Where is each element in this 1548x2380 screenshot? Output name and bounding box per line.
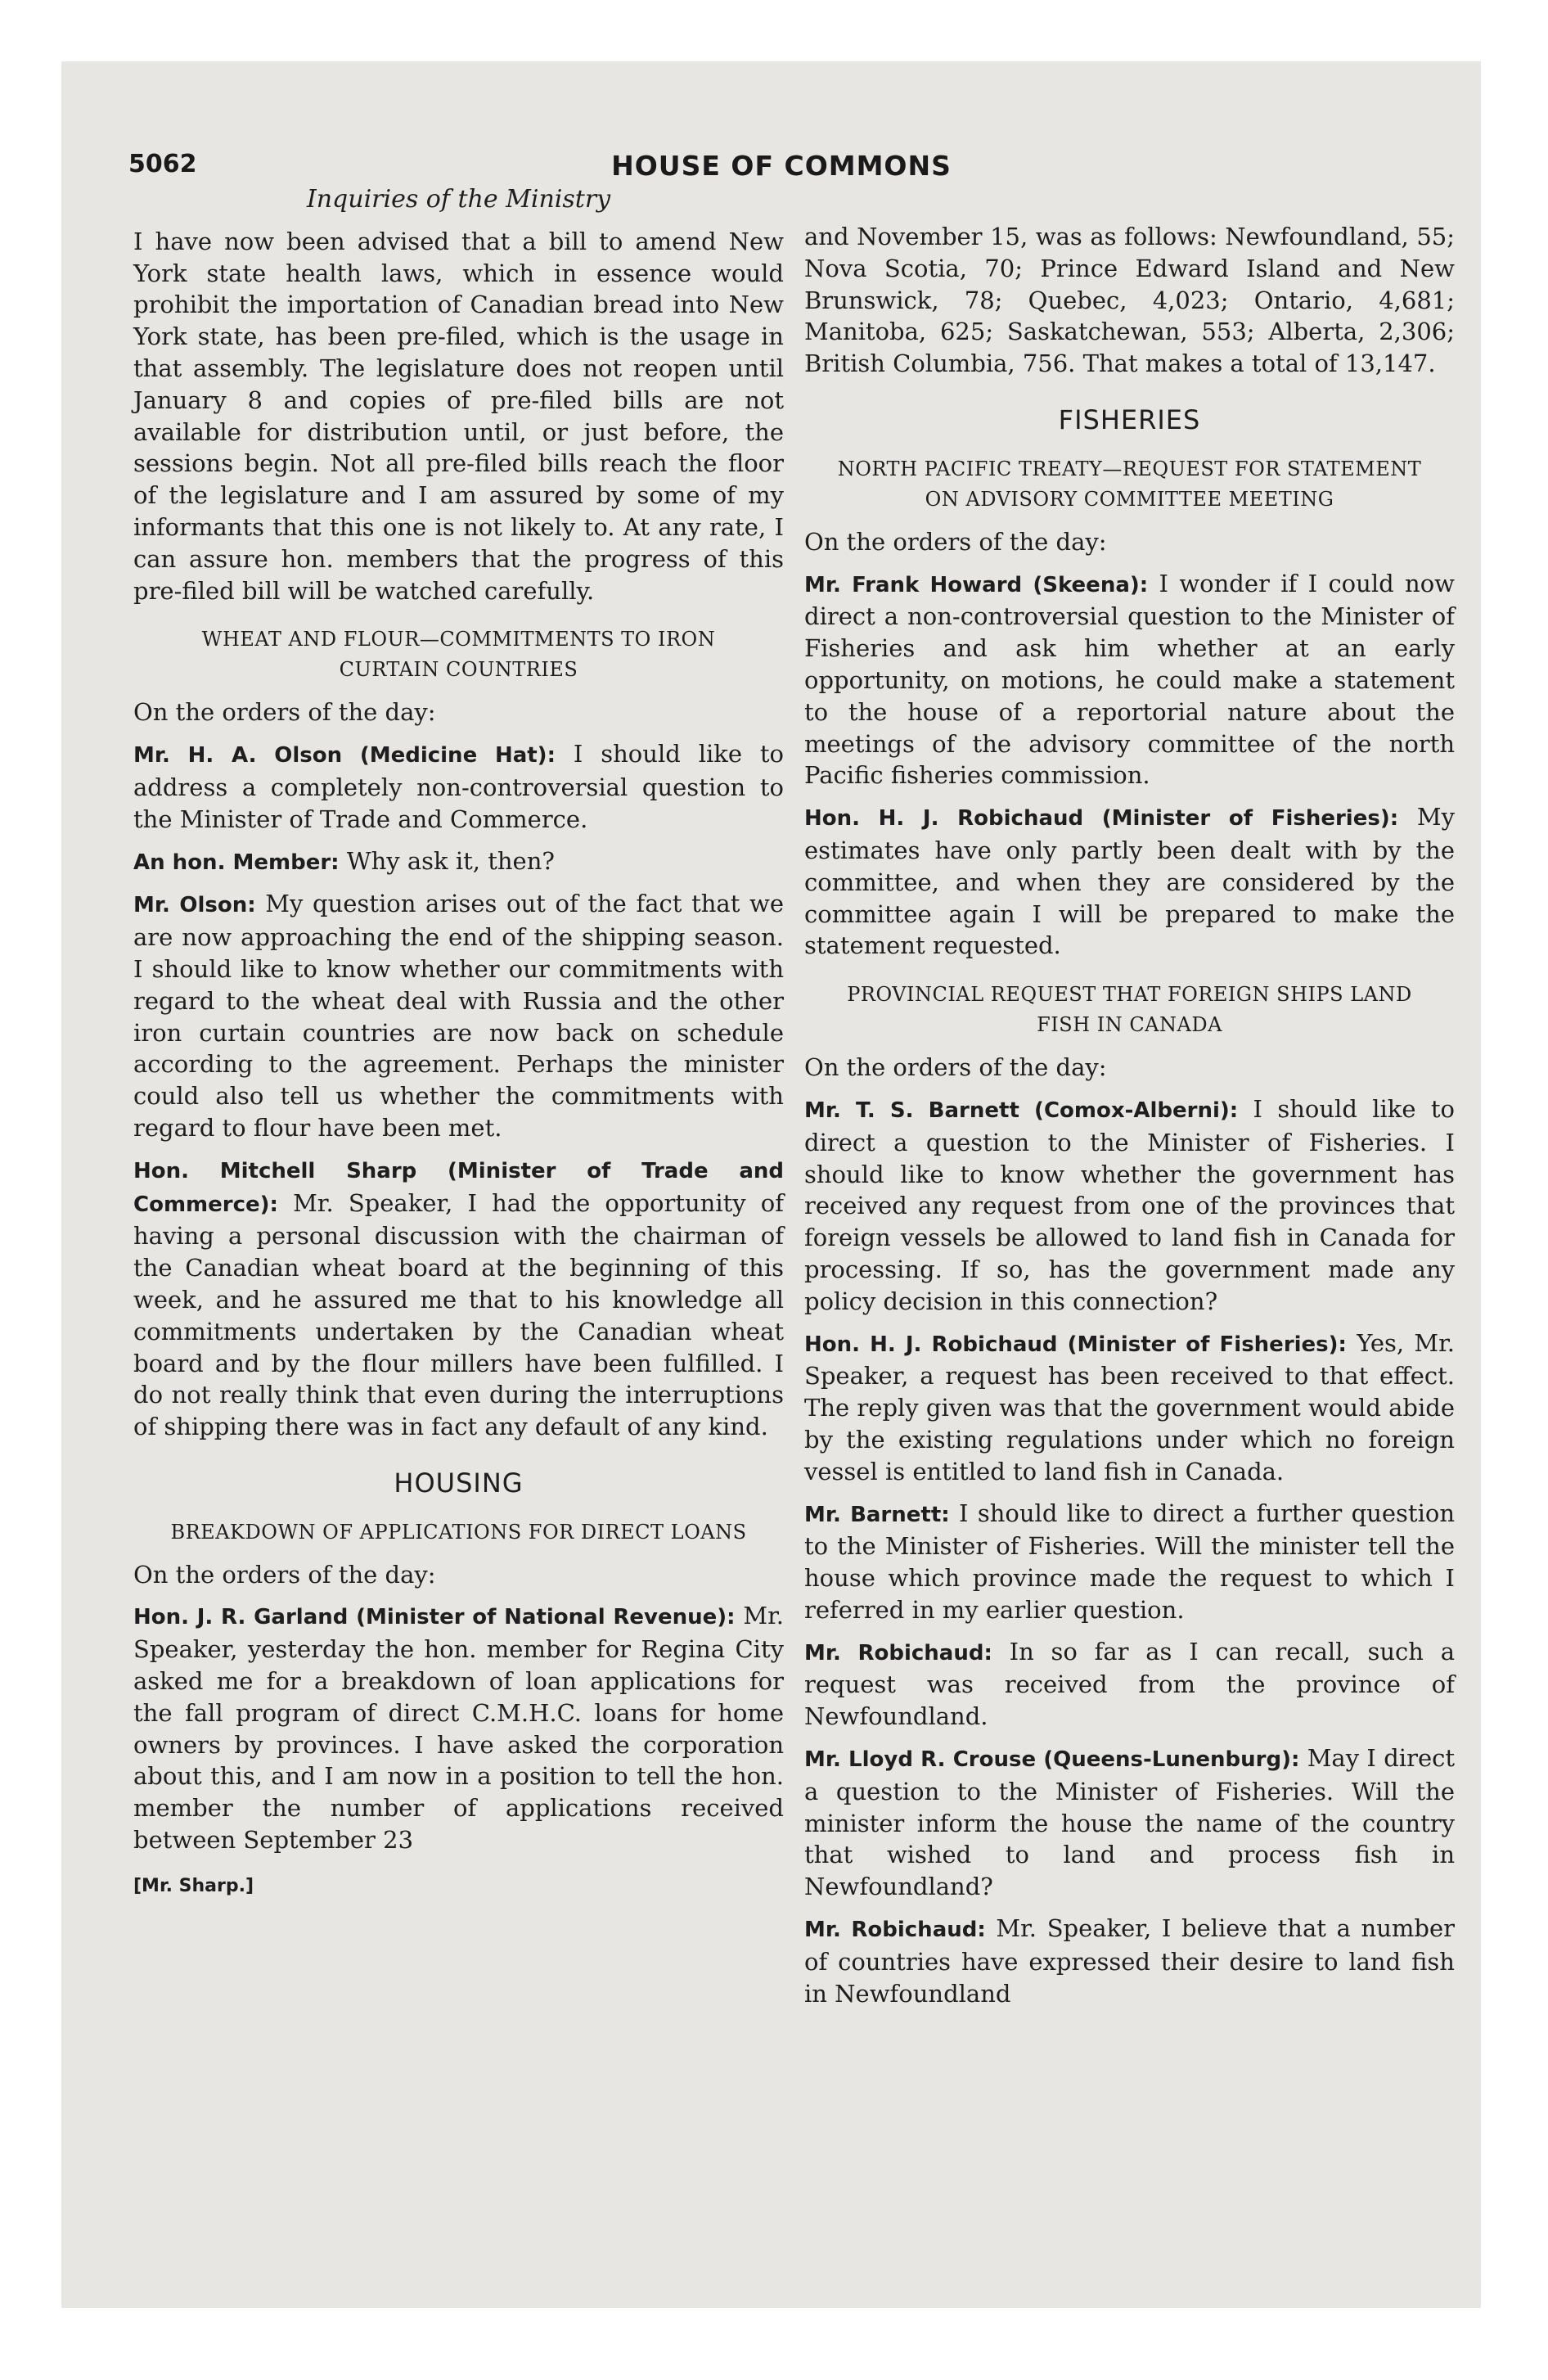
speech [804, 1636, 1455, 1733]
speech-text: Mr. Speaker, yesterday the hon. member for Regina City asked me for a breakdown of loan applications for the fall program of direct C.M.H.C. loans for home owners by provinces. I have asked the corporation about this, and I am now in a position to tell the hon. member the number of applications received between September 23 [133, 1602, 785, 1855]
paragraph: and November 15, was as follows: Newfoundland, 55; Nova Scotia, 70; Prince Edward Island and New Brunswick, 78; Quebec, 4,023; Ontario, 4,681; Manitoba, 625; Saskatchewan, 553; Alberta, 2,306; British Columbia, 756. That makes a total of 13,147. [804, 223, 1455, 378]
speech-text: My question arises out of the fact that we are now approaching the end of the shipping season. I should like to know whether our commitments with regard to the wheat deal with Russia and the other iron curtain countries are now back on schedule according to the agreement. Perhaps the minister could also tell us whether the commitments with regard to flour have been met. [133, 890, 784, 1142]
speaker-name: Mr. Olson: [133, 893, 256, 918]
speech-text: Mr. Speaker, I believe that a number of countries have expressed their desire to land fish in Newfoundland [804, 1914, 1455, 2008]
speaker-name: Mr. H. A. Olson (Medicine Hat): [133, 743, 556, 769]
speaker-name: Hon. H. J. Robichaud (Minister of Fisheries): [804, 1332, 1347, 1357]
speaker-name: An hon. Member: [133, 850, 340, 875]
speaker-name: Mr. Lloyd R. Crouse (Queens-Lunenburg): [804, 1747, 1300, 1773]
speech [133, 845, 784, 879]
left-column [133, 184, 784, 1903]
right-column [804, 221, 1455, 2009]
speech-text: I wonder if I could now direct a non-controversial question to the Minister of Fisheries and ask him whether at an early opportunity, on motions, he could make a statement to the house of a reportorial nature about the meetings of the advisory committee of the north Pacific fisheries commission. [804, 569, 1455, 790]
orders-of-the-day: On the orders of the day: [133, 1560, 436, 1589]
speech [133, 738, 784, 835]
speech [804, 1498, 1455, 1626]
speaker-reference: [Mr. Sharp.] [133, 1875, 254, 1896]
orders-of-the-day: On the orders of the day: [804, 527, 1107, 556]
major-heading: HOUSING [394, 1467, 524, 1499]
paragraph: I have now been advised that a bill to amend New York state health laws, which in essence would prohibit the importation of Canadian bread into New York state, has been pre-filed, which is the usage in that assembly. The legislature does not reopen until January 8 and copies of pre-filed bills are not available for distribution until, or just before, the sessions begin. Not all pre-filed bills reach the floor of the legislature and I am assured by some of my informants that this one is not likely to. At any rate, I can assure hon. members that the progress of this pre-filed bill will be watched carefully. [133, 227, 784, 605]
topic-heading: PROVINCIAL REQUEST THAT FOREIGN SHIPS LAND FISH IN CANADA [847, 983, 1412, 1037]
topic-heading: NORTH PACIFIC TREATY—REQUEST FOR STATEMENT ON ADVISORY COMMITTEE MEETING [837, 457, 1422, 511]
speaker-name: Mr. Frank Howard (Skeena): [804, 572, 1149, 597]
speech-text: I should like to direct a further question to the Minister of Fisheries. Will the minister tell the house which province made the request to which I referred in my earlier question. [804, 1499, 1456, 1624]
speaker-name: Mr. Robichaud: [804, 1918, 986, 1943]
orders-of-the-day: On the orders of the day: [804, 1053, 1107, 1082]
speech-text: My estimates have only partly been dealt with by the committee, and when they are considered by the committee again I will be prepared to make the statement requested. [804, 803, 1455, 960]
speech-text: May I direct a question to the Minister of Fisheries. Will the minister inform the house the name of the country that wished to land and process fish in Newfoundland? [804, 1744, 1455, 1901]
page-number: 5062 [128, 150, 197, 178]
speaker-name: Mr. T. S. Barnett (Comox-Alberni): [804, 1098, 1239, 1123]
speech [133, 1600, 784, 1855]
speaker-name: Hon. H. J. Robichaud (Minister of Fisheries): [804, 806, 1399, 832]
speaker-name: Mr. Barnett: [804, 1502, 950, 1527]
running-head: HOUSE OF COMMONS [611, 150, 952, 182]
topic-heading: WHEAT AND FLOUR—COMMITMENTS TO IRON CURTAIN COUNTRIES [201, 628, 716, 682]
speech [804, 801, 1455, 962]
speech [804, 1742, 1455, 1903]
speech [804, 568, 1455, 792]
major-heading: FISHERIES [1058, 403, 1201, 435]
speech-text: Yes, Mr. Speaker, a request has been received to that effect. The reply given was that the government would abide by the existing regulations under which no foreign vessel is entitled to land fish in Canada. [804, 1328, 1455, 1485]
speech [133, 888, 784, 1143]
speech [804, 1093, 1455, 1318]
orders-of-the-day: On the orders of the day: [133, 698, 436, 727]
speech [804, 1327, 1455, 1488]
speaker-name: Hon. J. R. Garland (Minister of National Revenue): [133, 1605, 736, 1630]
hansard-page [61, 61, 1481, 2308]
speech-text: Mr. Speaker, I had the opportunity of having a personal discussion with the chairman of the Canadian wheat board at the beginning of this week, and he assured me that to his knowledge all commitments undertaken by the Canadian wheat board and by the flour millers have been fulfilled. I do not really think that even during the interruptions of shipping there was in fact any default of any kind. [133, 1188, 784, 1441]
section-subhead: Inquiries of the Ministry [306, 185, 611, 214]
speech [133, 1154, 784, 1443]
speech-text: I should like to direct a question to the Minister of Fisheries. I should like to know whether the government has received any request from one of the provinces that foreign vessels be allowed to land fish in Canada for processing. If so, has the government made any policy decision in this connection? [804, 1094, 1455, 1315]
speech-text: Why ask it, then? [339, 846, 555, 875]
speech-text: In so far as I can recall, such a request was received from the province of Newfoundland. [804, 1637, 1455, 1731]
speech-text: I should like to address a completely non-controversial question to the Minister of Trade and Commerce. [133, 740, 785, 833]
speech [804, 1913, 1455, 2009]
topic-heading: BREAKDOWN OF APPLICATIONS FOR DIRECT LOANS [170, 1520, 747, 1544]
speaker-name: Hon. Mitchell Sharp (Minister of Trade and Commerce): [133, 1158, 784, 1217]
speaker-name: Mr. Robichaud: [804, 1640, 992, 1666]
